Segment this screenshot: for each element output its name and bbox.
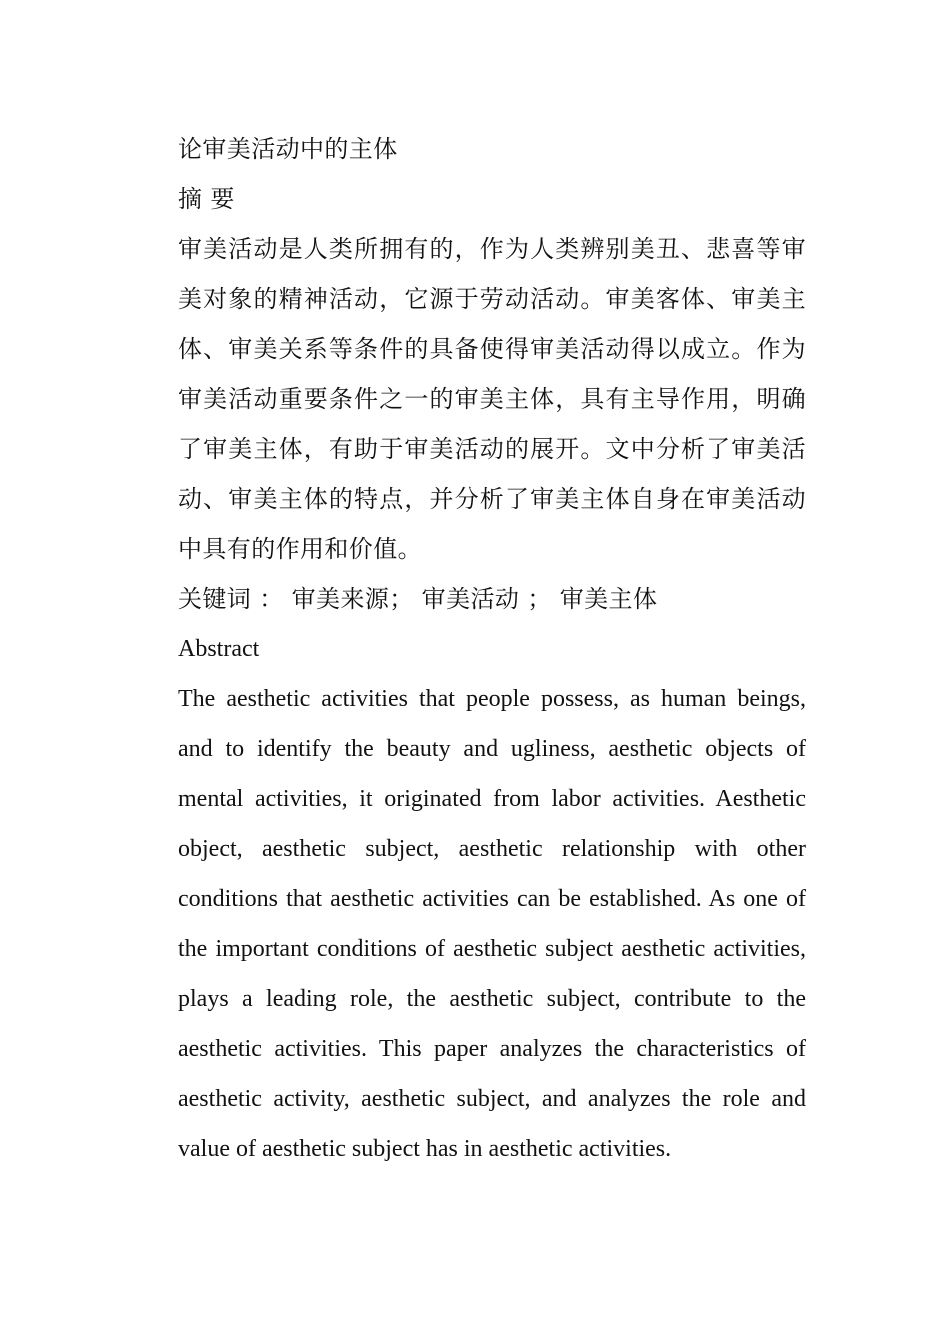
abstract-cn-text: 审美活动是人类所拥有的，作为人类辨别美丑、悲喜等审美对象的精神活动，它源于劳动活动。审美客体、审美主体、审美关系等条件的具备使得审美活动得以成立。作为审美活动重要条件之一的审美主体，具有主导作用，明确了审美主体，有助于审美活动的展开。文中分析了审美活动、审美主体的特点，并分析了审美主体自身在审美活动中具有的作用和价值。	[178, 235, 806, 563]
keywords-line: 关键词 ： 审美来源； 审美活动 ； 审美主体	[178, 585, 658, 613]
document-content	[178, 124, 806, 1174]
document-title: 论审美活动中的主体	[178, 135, 398, 163]
abstract-en-text: The aesthetic activities that people possess, as human beings, and to identify the beauty and ugliness, aesthetic objects of mental activities, it originated from labor activities. Aesthetic object, aesthetic subject, aesthetic relationship with other conditions that aesthetic activities can be established. As one of the important conditions of aesthetic subject aesthetic activities, plays a leading role, the aesthetic subject, contribute to the aesthetic activities. This paper analyzes the characteristics of aesthetic activity, aesthetic subject, and analyzes the role and value of aesthetic subject has in aesthetic activities.	[178, 686, 806, 1162]
abstract-cn-heading: 摘 要	[178, 185, 235, 213]
abstract-en-heading: Abstract	[178, 636, 260, 662]
